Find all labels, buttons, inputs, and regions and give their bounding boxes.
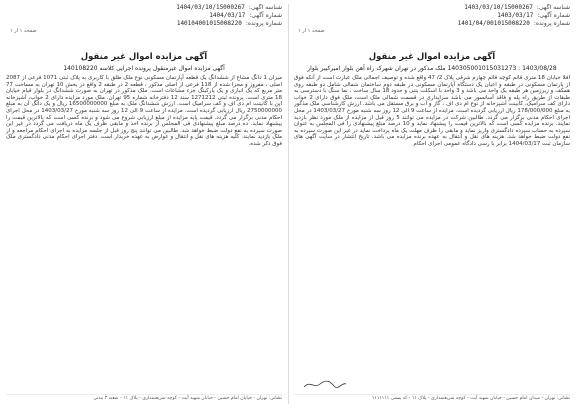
meta-value: 140104001015008220 — [176, 20, 242, 27]
meta-label: شناسه آگهی: — [248, 4, 282, 11]
notice-body: میزان 1 دانگ مشاع از ششدانگ یک قطعه آپارتمان مسکونی نوع ملک طلق با کاربری به پلاک ثبتی 1071 فرعی از 2087 اصلی ، مفروز و مجزا شده از 118 فرعی از اصلی مذکور ، قطعه 2 در طبقه 2 واقع در بخش 10 تهران به مساحت 77 متر مربع که یک انباری و یک پارکینگ جزء مشاعات است. ملک مذکور در تهران به صورت ششدانگ در بلوار قیام خیابان 18 متری است. پرونده ثبتی 1271212 سند 12 دفترخانه شماره 95 تهران. ملک مورد مزایده دارای 2 خواب، آشپزخانه اپن با کابینت ام دی اف و کف سرامیک است. ارزش ششدانگ ملک به مبلغ 16500000000 ریال و یک دانگ آن به مبلغ 2750000000 ریال ارزیابی گردیده است. مزایده از ساعت 9 الی 12 روز سه شنبه مورخ 1403/03/27 در محل اجرای احکام مدنی برگزار می گردد. قیمت پایه مزایده از مبلغ ارزیابی شروع می شود و برنده کسی است که بالاترین قیمت را پیشنهاد نماید. ده درصد مبلغ پیشنهادی فی المجلس از برنده اخذ و مابقی ظرف یک ماه دریافت می گردد در غیر این صورت سپرده به نفع دولت ضبط خواهد شد. طالبین می توانند پنج روز قبل از جلسه مزایده به اجرای احکام مراجعه و از ملک بازدید نمایند. کلیه هزینه های نقل و انتقال و عوارض به عهده خریدار است. دفتر اجرای احکام مدنی دادگستری ملک فوق ذکر شده. — [6, 75, 282, 147]
meta-row-case-number — [458, 20, 570, 28]
page-label: صفحه ۱ از ۱ — [10, 28, 37, 34]
meta-value: 1404/03/10/15000267 — [176, 4, 245, 11]
notice-meta — [458, 4, 570, 28]
notice-body: افلا خیابان 18 متری قائم کوچه قائم چهارم شرقی پلاک 2/ 47 واقع شده و توصیف اجمالی ملک عبارت است از آنکه فوق از پارتمان مسکونی در طبقه و اعیان یک دستگاه آپارتمان مسکونی در طبقه دوم ساختمان شمالی شامل دو طبقه روی همکف و زیرزمین هر طبقه یک واحد می باشد و 3 واحد با اسکلت بتنی و حدود 18 سال ساخت ، نما سنگ با دسترسی به طبقات از طریق راه پله و فاقد آسانسور می باشد سرایداری در قسمت شمالی ملک است، ملک فوق دارای 2 خواب دارای کف سرامیک، کابینت آشپزخانه از نوع ام دی اف ، گاز و آب و برق مستقل می باشد. ارزش کارشناسی ملک مذکور به مبلغ 178/000/000 ریال ارزیابی گردیده است. مزایده از ساعت 9 الی 12 روز سه شنبه مورخ 1403/03/27 در محل اجرای احکام مدنی برگزار می گردد. طالبین شرکت در مزایده می توانند 5 روز قبل از مزایده از ملک مورد نظر بازدید نمایند. برنده مزایده کسی است که بالاترین قیمت را پیشنهاد نماید و 10 درصد مبلغ پیشنهادی را فی المجلس به عنوان سپرده به حساب سپرده دادگستری واریز نماید و مابقی را ظرف مهلت یک ماه پرداخت نماید در غیر این صورت سپرده به نفع دولت ضبط خواهد شد. هزینه های نقل و انتقال به عهده برنده مزایده می باشد. تاریخ انتشار در سایت آگهی های سازمان ثبت 1404/03/17 برابر با رسی دادگاه عمومی اجرای احکام — [294, 75, 570, 147]
meta-value: 1403/03/10/15000267 — [464, 4, 533, 11]
meta-label: شماره آگهی: — [249, 12, 282, 19]
meta-value: 1404/03/17 — [209, 12, 246, 19]
notice-subtitle: 1403/08/28 : 140305001015031273 ملک مذکور در تهران شهرک راه آهن بلوار امیرکبیر بلوار — [307, 65, 557, 72]
notice-footer: نشانی: تهران - خیابان امام حسین - خیابان شهید آیت - کوچه شریعتمداری - پلاک ۱۱ - شعبه ۳ مدنی — [6, 394, 282, 402]
notice-meta — [176, 4, 282, 28]
meta-label: شماره پرونده: — [533, 20, 570, 27]
meta-value: 1403/03/17 — [497, 12, 534, 19]
meta-row-notice-id — [458, 4, 570, 12]
meta-label: شماره پرونده: — [245, 20, 282, 27]
notice-title: آگهی مزایده اموال غیر منقول — [80, 52, 208, 62]
column-divider — [288, 4, 289, 404]
meta-row-case-number — [176, 20, 282, 28]
meta-label: شناسه آگهی: — [536, 4, 570, 11]
meta-row-notice-number — [176, 12, 282, 20]
page-label: صفحه ۱ از ۱ — [298, 28, 325, 34]
meta-row-notice-number — [458, 12, 570, 20]
right-notice — [294, 4, 570, 402]
left-notice — [6, 4, 282, 402]
notice-subtitle: آگهی مزایده اموال غیرمنقول پرونده اجرایی کلاسه 140108220 — [63, 65, 225, 72]
meta-row-notice-id — [176, 4, 282, 12]
meta-value: 1401/04/001015008220 — [457, 20, 530, 27]
notice-title: آگهی مزایده اموال غیر منقول — [368, 52, 496, 62]
notice-footer: نشانی: تهران - میدان امام حسین - خیابان شهید آیت - کوچه شریعتمداری - پلاک ۱۱ - کد پستی ۱۱۱۱۱۱۱ — [294, 394, 570, 402]
signature-icon — [302, 378, 348, 390]
meta-label: شماره آگهی: — [537, 12, 570, 19]
